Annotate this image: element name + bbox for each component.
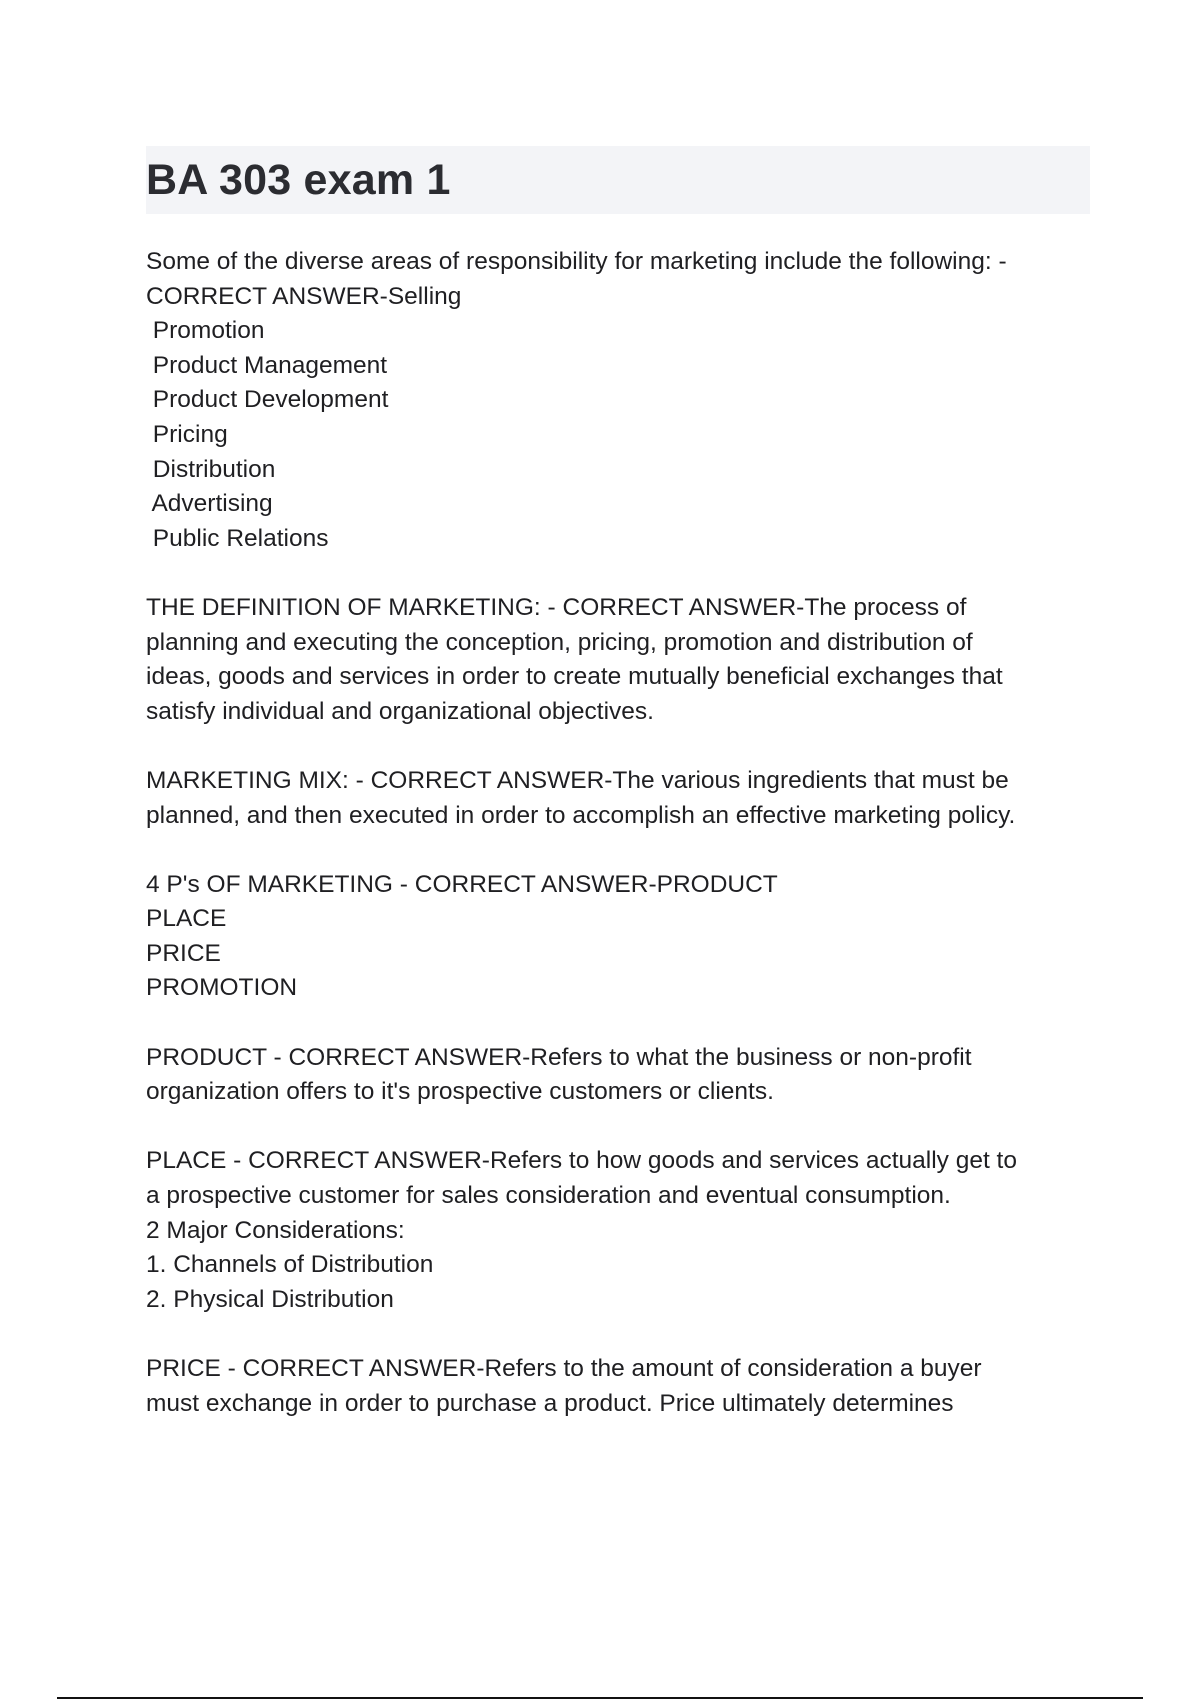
text-line: Advertising — [146, 490, 273, 518]
text-line: Public Relations — [146, 524, 329, 552]
text-line: Pricing — [146, 420, 228, 448]
text-line: MARKETING MIX: - CORRECT ANSWER-The various ingredients that must be — [146, 766, 1009, 794]
text-line: Distribution — [146, 455, 276, 483]
qa-entry — [146, 868, 1096, 1006]
text-line: ideas, goods and services in order to create mutually beneficial exchanges that — [146, 663, 1003, 691]
text-line: PLACE - CORRECT ANSWER-Refers to how goods and services actually get to — [146, 1147, 1017, 1175]
text-line: planned, and then executed in order to accomplish an effective marketing policy. — [146, 801, 1016, 829]
text-line: CORRECT ANSWER-Selling — [146, 282, 462, 310]
text-line: PROMOTION — [146, 974, 298, 1002]
text-line: a prospective customer for sales consideration and eventual consumption. — [146, 1182, 951, 1210]
text-line: 1. Channels of Distribution — [146, 1251, 434, 1279]
qa-entry — [146, 1352, 1096, 1421]
text-line: must exchange in order to purchase a product. Price ultimately determines — [146, 1389, 954, 1417]
text-line: Product Development — [146, 386, 389, 414]
text-line: PRICE — [146, 939, 221, 967]
text-line: 2 Major Considerations: — [146, 1216, 405, 1244]
text-line: PRODUCT - CORRECT ANSWER-Refers to what the business or non-profit — [146, 1043, 972, 1071]
text-line: Promotion — [146, 317, 265, 345]
text-line: Product Management — [146, 351, 388, 379]
text-line: PRICE - CORRECT ANSWER-Refers to the amount of consideration a buyer — [146, 1355, 982, 1382]
qa-entry — [146, 591, 1096, 729]
text-line: satisfy individual and organizational objectives. — [146, 697, 654, 725]
text-line: 4 P's OF MARKETING - CORRECT ANSWER-PRODUCT — [146, 870, 778, 898]
text-line: planning and executing the conception, pricing, promotion and distribution of — [146, 628, 973, 656]
text-line: 2. Physical Distribution — [146, 1285, 394, 1313]
qa-entry — [146, 1144, 1096, 1317]
qa-entry — [146, 764, 1096, 833]
page-bottom-divider — [57, 1697, 1143, 1699]
text-line: PLACE — [146, 905, 227, 933]
qa-entry — [146, 1041, 1096, 1110]
qa-entry — [146, 245, 1096, 556]
text-line: Some of the diverse areas of responsibility for marketing include the following: - — [146, 248, 1007, 275]
document-title: BA 303 exam 1 — [146, 156, 451, 204]
text-line: THE DEFINITION OF MARKETING: - CORRECT ANSWER-The process of — [146, 593, 967, 621]
title-banner — [146, 146, 1090, 214]
document-body — [146, 245, 1096, 1456]
text-line: organization offers to it's prospective customers or clients. — [146, 1078, 774, 1106]
